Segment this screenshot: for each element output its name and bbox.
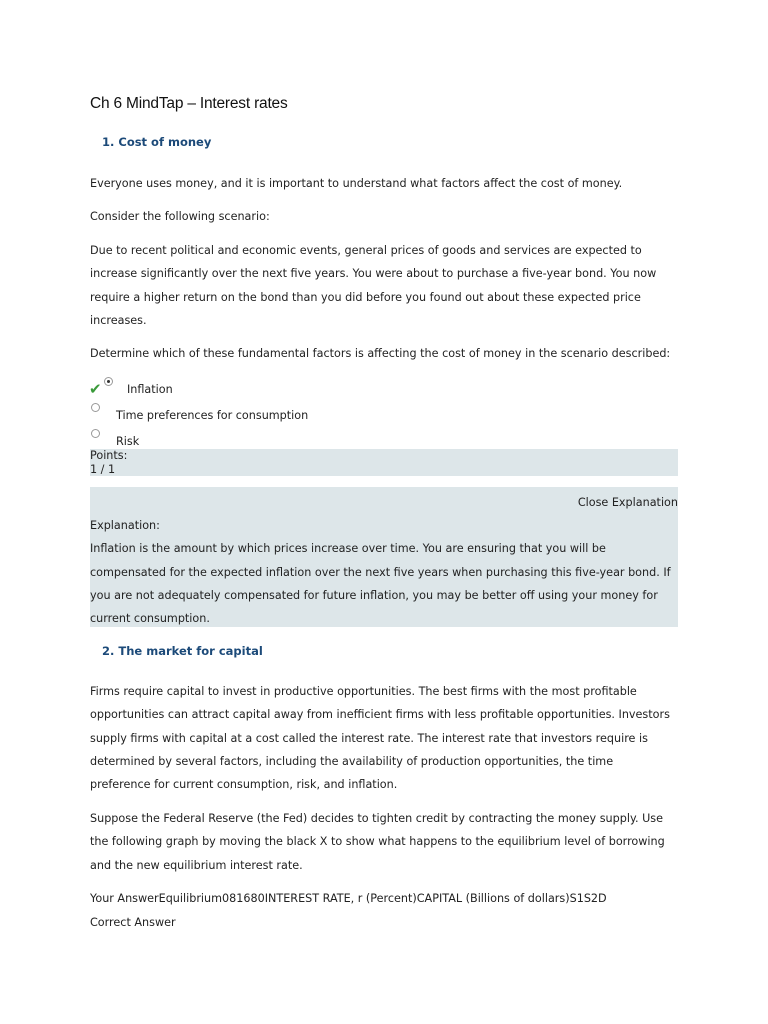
scenario-line: increase significantly over the next five years. You were about to purchase a five-year bond. You now — [90, 267, 657, 281]
explanation-label: Explanation: — [90, 519, 160, 532]
market-line: Firms require capital to invest in productive opportunities. The best firms with the most profitable — [90, 685, 637, 698]
scenario-label: Consider the following scenario: — [90, 210, 270, 223]
scenario-line: Due to recent political and economic events, general prices of goods and services are expected to — [90, 244, 642, 257]
fed-line: the following graph by moving the black X to show what happens to the equilibrium level of borrowing — [90, 835, 665, 849]
question-text: Determine which of these fundamental factors is affecting the cost of money in the scenario described: — [90, 347, 671, 360]
points-text — [90, 449, 127, 477]
correct-answer-label: Correct Answer — [90, 916, 176, 929]
radio-time-preferences[interactable] — [91, 403, 100, 412]
radio-risk[interactable] — [91, 429, 100, 438]
scenario-line: require a higher return on the bond than you did before you found out about these expected price — [90, 290, 641, 304]
explanation-line: Inflation is the amount by which prices increase over time. You are ensuring that you will be — [90, 542, 606, 556]
fed-line: Suppose the Federal Reserve (the Fed) decides to tighten credit by contracting the money supply. Use — [90, 812, 663, 825]
explanation-line: you are not adequately compensated for future inflation, you may be better off using your money for — [90, 588, 658, 602]
section-heading-market-for-capital: 2. The market for capital — [102, 644, 263, 658]
option-label-inflation[interactable]: Inflation — [127, 383, 173, 396]
points-value: 1 / 1 — [90, 463, 116, 476]
fed-line: and the new equilibrium interest rate. — [90, 858, 303, 872]
page-title: Ch 6 MindTap – Interest rates — [90, 95, 288, 112]
market-line: determined by several factors, including the availability of production opportunities, the time — [90, 754, 614, 768]
option-label-time-preferences[interactable]: Time preferences for consumption — [116, 409, 309, 422]
market-line: supply firms with capital at a cost called the interest rate. The interest rate that investors require is — [90, 731, 648, 745]
option-label-risk[interactable]: Risk — [116, 435, 140, 448]
market-line: preference for current consumption, risk, and inflation. — [90, 778, 398, 792]
market-paragraph — [90, 680, 680, 796]
scenario-text — [90, 239, 680, 332]
explanation-text — [90, 514, 680, 630]
close-explanation-link[interactable]: Close Explanation — [577, 496, 678, 509]
fed-paragraph — [90, 807, 680, 877]
section-heading-cost-of-money: 1. Cost of money — [102, 135, 212, 149]
market-line: opportunities can attract capital away from inefficient firms with less profitable opportunities. Investors — [90, 708, 670, 722]
correct-check-icon: ✔ — [89, 380, 102, 398]
graph-alt-text: Your AnswerEquilibrium081680INTEREST RATE, r (Percent)CAPITAL (Billions of dollars)S1S2D — [90, 892, 607, 905]
explanation-line: current consumption. — [90, 612, 210, 626]
radio-inflation[interactable] — [104, 377, 113, 386]
intro-text: Everyone uses money, and it is important to understand what factors affect the cost of money. — [90, 177, 623, 190]
explanation-line: compensated for the expected inflation over the next five years when purchasing this five-year bond. If — [90, 565, 671, 579]
points-panel — [90, 449, 678, 476]
points-label: Points: — [90, 449, 128, 462]
scenario-line: increases. — [90, 313, 147, 327]
